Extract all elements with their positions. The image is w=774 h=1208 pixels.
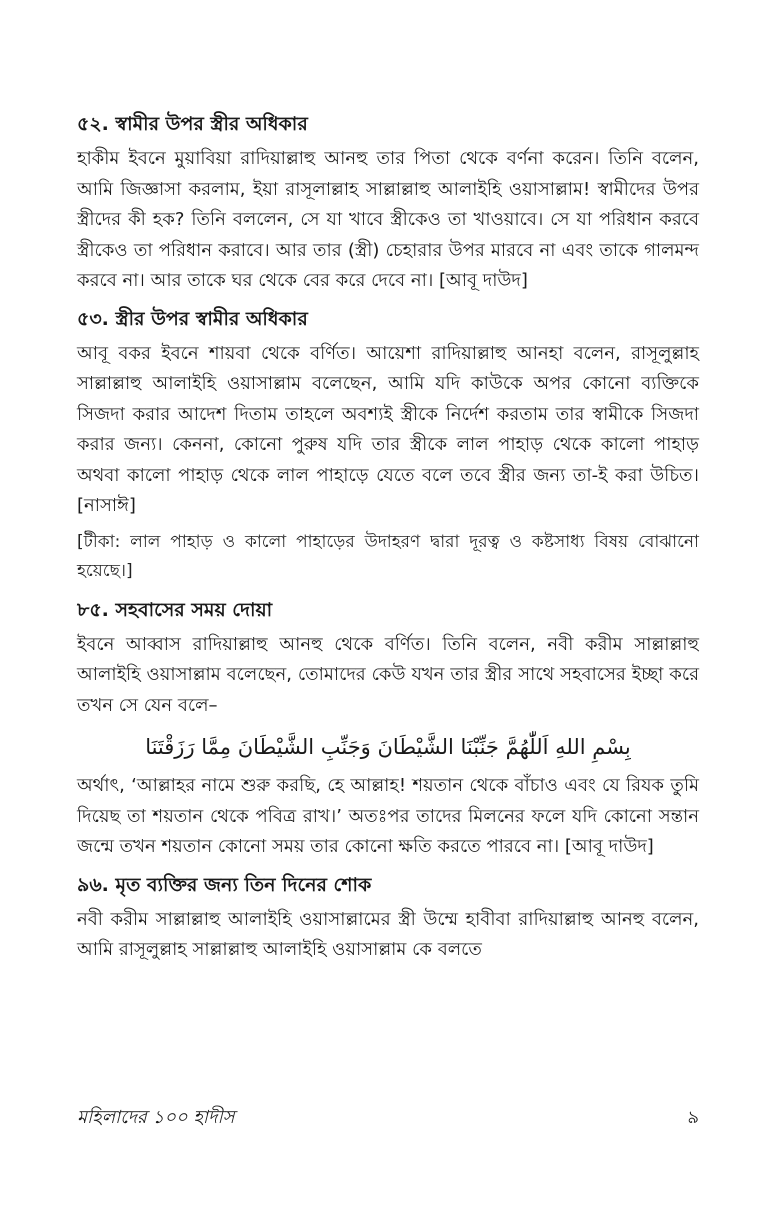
page-number: ৯ <box>687 1107 699 1128</box>
book-title: মহিলাদের ১০০ হাদীস <box>77 1107 235 1128</box>
section-body: নবী করীম সাল্লাল্লাহু আলাইহি ওয়াসাল্লামের স্ত্রী উম্মে হাবীবা রাদিয়াল্লাহু আনহু বলেন, আমি রাসূলুল্লাহ সাল্লাল্লাহু আলাইহি ওয়াসাল্লাম কে বলতে <box>77 908 699 960</box>
section-body: ইবনে আব্বাস রাদিয়াল্লাহু আনহু থেকে বর্ণিত। তিনি বলেন, নবী করীম সাল্লাল্লাহু আলাইহি ওয়াসাল্লাম বলেছেন, তোমাদের কেউ যখন তার স্ত্রীর সাথে সহবাসের ইচ্ছা করে তখন সে যেন বলে– <box>77 633 699 716</box>
section-body: হাকীম ইবনে মুয়াবিয়া রাদিয়াল্লাহু আনহু তার পিতা থেকে বর্ণনা করেন। তিনি বলেন, আমি জিজ্ঞাসা করলাম, ইয়া রাসূলাল্লাহ সাল্লাল্লাহু আলাইহি ওয়াসাল্লাম! স্বামীদের উপর স্ত্রীদের কী হক? তিনি বললেন, সে যা খাবে স্ত্রীকেও তা খাওয়াবে। সে যা পরিধান করবে স্ত্রীকেও তা পরিধান করাবে। আর তার (স্ত্রী) চেহারার উপর মারবে না এবং তাকে গালমন্দ করবে না। আর তাকে ঘর থেকে বের করে দেবে না। [আবূ দাউদ] <box>77 148 699 291</box>
section-53 <box>77 303 699 586</box>
section-translation: অর্থাৎ, ‘আল্লাহর নামে শুরু করছি, হে আল্লাহ! শয়তান থেকে বাঁচাও এবং যে রিযক তুমি দিয়েছ তা শয়তান থেকে পবিত্র রাখ।’ অতঃপর তাদের মিলনের ফলে যদি কোনো সন্তান জন্মে তখন শয়তান কোনো সময় তার কোনো ক্ষতি করতে পারবে না। [আবূ দাউদ] <box>77 775 699 857</box>
arabic-dua: بِسْمِ اللهِ اَللّٰهُمَّ جَنِّبْنَا الشَّيْطَانَ وَجَنِّبِ الشَّيْطَانَ مِمَّا رَزَقْتَنَا <box>145 735 631 759</box>
section-heading: ৫৩. স্ত্রীর উপর স্বামীর অধিকার <box>77 307 308 330</box>
section-heading: ৯৬. মৃত ব্যক্তির জন্য তিন দিনের শোক <box>77 873 372 896</box>
page-footer <box>77 1103 699 1133</box>
section-85 <box>77 594 699 863</box>
section-body: আবূ বকর ইবনে শায়বা থেকে বর্ণিত। আয়েশা রাদিয়াল্লাহু আনহা বলেন, রাসূলুল্লাহ সাল্লাল্লাহু আলাইহি ওয়াসাল্লাম বলেছেন, আমি যদি কাউকে অপর কোনো ব্যক্তিকে সিজদা করার আদেশ দিতাম তাহলে অবশ্যই স্ত্রীকে নির্দেশ করতাম তার স্বামীকে সিজদা করার জন্য। কেননা, কোনো পুরুষ যদি তার স্ত্রীকে লাল পাহাড় থেকে কালো পাহাড় অথবা কালো পাহাড় থেকে লাল পাহাড়ে যেতে বলে তবে স্ত্রীর জন্য তা-ই করা উচিত। [নাসাঈ] <box>77 342 699 516</box>
page-content <box>77 108 699 972</box>
section-note: [টীকা: লাল পাহাড় ও কালো পাহাড়ের উদাহরণ দ্বারা দূরত্ব ও কষ্টসাধ্য বিষয় বোঝানো হয়েছে।] <box>77 531 699 581</box>
section-heading: ৮৫. সহবাসের সময় দোয়া <box>77 598 273 621</box>
section-heading: ৫২. স্বামীর উপর স্ত্রীর অধিকার <box>77 113 308 135</box>
section-52 <box>77 108 699 297</box>
section-96 <box>77 869 699 966</box>
